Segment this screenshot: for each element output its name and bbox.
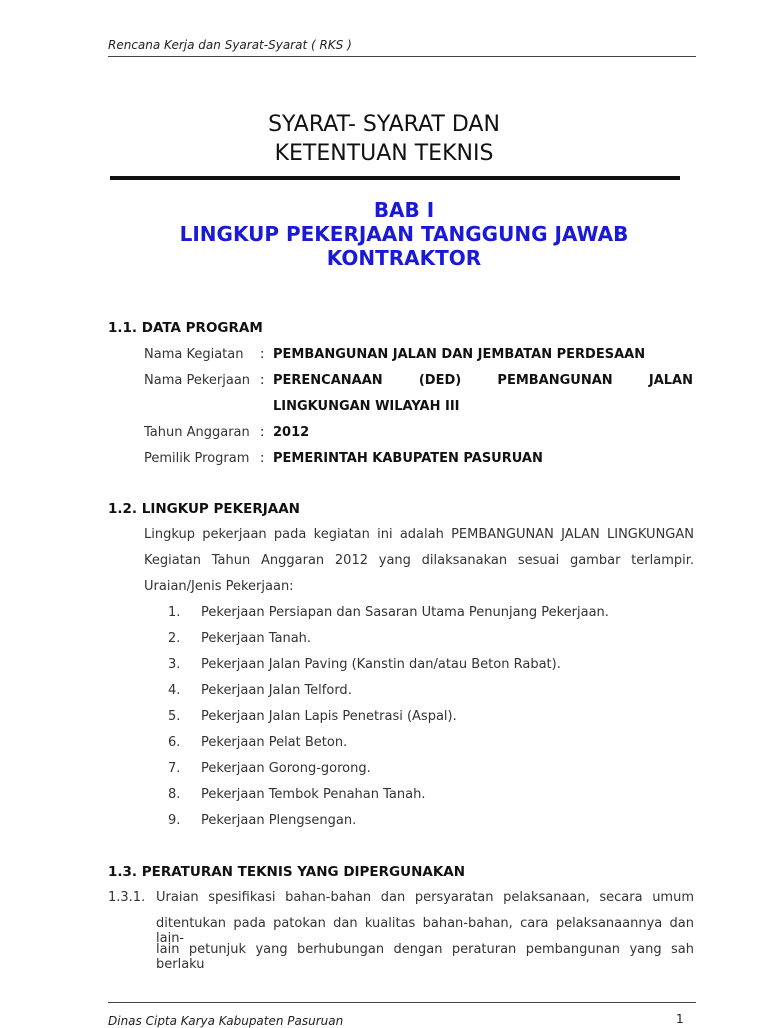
field-value: 2012 <box>273 425 310 440</box>
list-item-number: 9. <box>168 813 181 828</box>
field-colon: : <box>260 451 265 466</box>
field-colon: : <box>260 373 265 388</box>
section-heading-lingkup-pekerjaan: 1.2. LINGKUP PEKERJAAN <box>108 501 300 517</box>
list-item-number: 6. <box>168 735 181 750</box>
field-value: PEMERINTAH KABUPATEN PASURUAN <box>273 451 543 466</box>
list-item: Pekerjaan Jalan Telford. <box>201 683 352 698</box>
document-title-line1: SYARAT- SYARAT DAN <box>268 112 500 137</box>
field-label: Nama Pekerjaan <box>144 373 251 388</box>
paragraph-line: Uraian spesifikasi bahan-bahan dan persyaratan pelaksanaan, secara umum <box>156 890 694 905</box>
list-item-number: 5. <box>168 709 181 724</box>
page-number: 1 <box>676 1012 684 1026</box>
list-item-number: 1. <box>168 605 181 620</box>
list-item-number: 3. <box>168 657 181 672</box>
paragraph-line: Uraian/Jenis Pekerjaan: <box>144 579 294 594</box>
list-item-number: 8. <box>168 787 181 802</box>
list-item: Pekerjaan Tembok Penahan Tanah. <box>201 787 426 802</box>
title-rule <box>110 176 680 180</box>
section-heading-data-program: 1.1. DATA PROGRAM <box>108 320 263 336</box>
header-divider <box>108 56 696 57</box>
field-label: Nama Kegiatan <box>144 347 244 362</box>
document-title-line2: KETENTUAN TEKNIS <box>274 141 494 166</box>
list-item: Pekerjaan Gorong-gorong. <box>201 761 371 776</box>
list-item-number: 2. <box>168 631 181 646</box>
paragraph-line: Kegiatan Tahun Anggaran 2012 yang dilaksanakan sesuai gambar terlampir. <box>144 553 694 568</box>
paragraph-line: lain petunjuk yang berhubungan dengan peraturan pembangunan yang sah berlaku <box>156 942 694 972</box>
section-heading-peraturan-teknis: 1.3. PERATURAN TEKNIS YANG DIPERGUNAKAN <box>108 864 466 880</box>
running-header: Rencana Kerja dan Syarat-Syarat ( RKS ) <box>108 38 352 52</box>
subsection-number: 1.3.1. <box>108 890 146 905</box>
chapter-label: BAB I <box>373 198 435 222</box>
field-value: PERENCANAAN (DED) PEMBANGUNAN JALAN <box>273 373 693 388</box>
list-item: Pekerjaan Persiapan dan Sasaran Utama Penunjang Pekerjaan. <box>201 605 609 620</box>
field-label: Tahun Anggaran <box>144 425 250 440</box>
field-label: Pemilik Program <box>144 451 250 466</box>
list-item: Pekerjaan Pelat Beton. <box>201 735 348 750</box>
list-item-number: 4. <box>168 683 181 698</box>
footer-divider <box>108 1002 696 1003</box>
list-item: Pekerjaan Jalan Paving (Kanstin dan/atau Beton Rabat). <box>201 657 561 672</box>
list-item: Pekerjaan Jalan Lapis Penetrasi (Aspal). <box>201 709 457 724</box>
running-footer: Dinas Cipta Karya Kabupaten Pasuruan <box>108 1014 344 1028</box>
list-item-number: 7. <box>168 761 181 776</box>
list-item: Pekerjaan Plengsengan. <box>201 813 357 828</box>
field-value-continued: LINGKUNGAN WILAYAH III <box>273 399 460 414</box>
field-colon: : <box>260 347 265 362</box>
list-item: Pekerjaan Tanah. <box>201 631 312 646</box>
paragraph-line: Lingkup pekerjaan pada kegiatan ini adalah PEMBANGUNAN JALAN LINGKUNGAN <box>144 527 694 542</box>
field-colon: : <box>260 425 265 440</box>
chapter-title-line1: LINGKUP PEKERJAAN TANGGUNG JAWAB <box>179 222 629 246</box>
paragraph-line: ditentukan pada patokan dan kualitas bahan-bahan, cara pelaksanaannya dan lain- <box>156 916 694 946</box>
field-value: PEMBANGUNAN JALAN DAN JEMBATAN PERDESAAN <box>273 347 646 362</box>
chapter-title-line2: KONTRAKTOR <box>326 246 482 270</box>
